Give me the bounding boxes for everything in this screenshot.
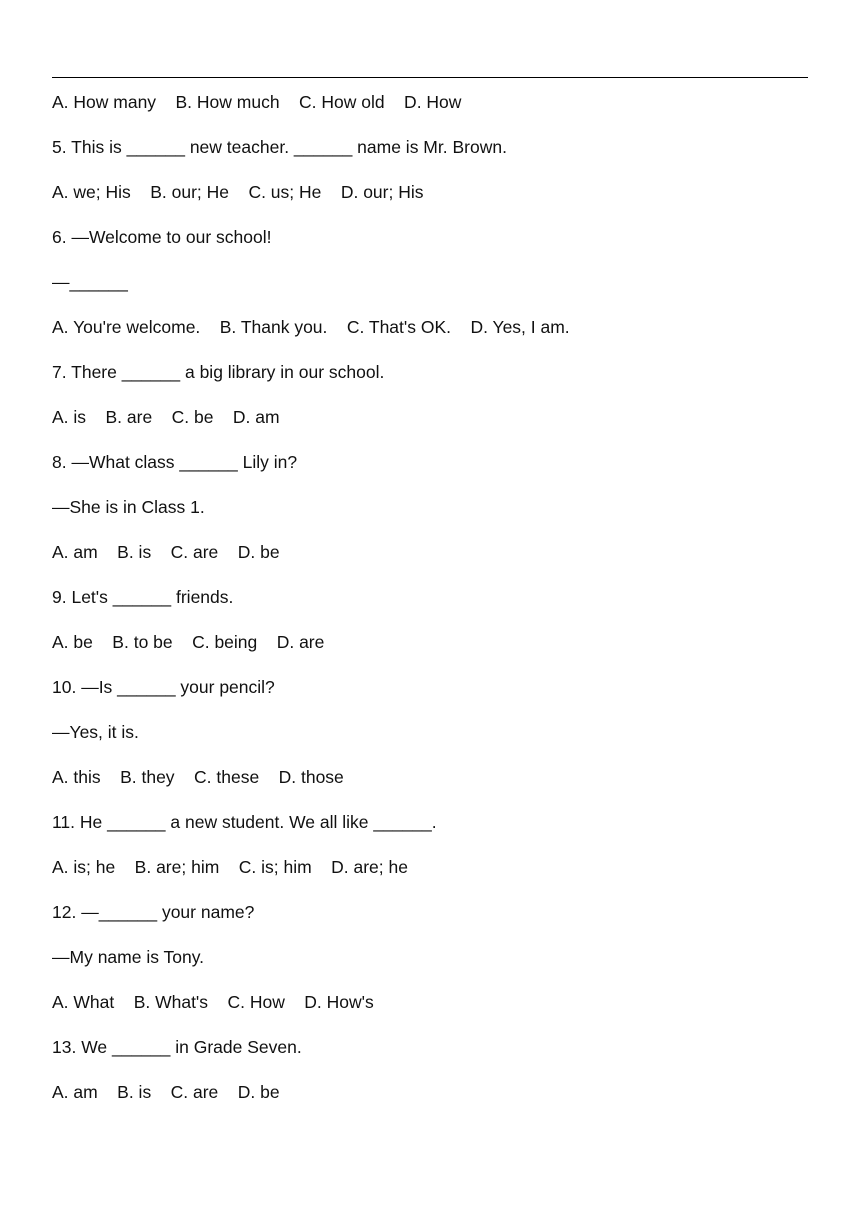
options-line-q5: A. we; His B. our; He C. us; He D. our; His (52, 182, 424, 202)
options-line-q12: A. What B. What's C. How D. How's (52, 992, 374, 1012)
header-rule (52, 77, 808, 78)
question-11: 11. He ______ a new student. We all like ______. (52, 812, 437, 832)
question-9: 9. Let's ______ friends. (52, 587, 234, 607)
question-8: 8. —What class ______ Lily in? (52, 452, 298, 472)
options-line-q4: A. How many B. How much C. How old D. How (52, 92, 462, 112)
question-6-reply: —______ (52, 272, 128, 292)
question-8-reply: —She is in Class 1. (52, 497, 205, 517)
options-line-q10: A. this B. they C. these D. those (52, 767, 344, 787)
question-7: 7. There ______ a big library in our school. (52, 362, 385, 382)
document-body (52, 88, 808, 1123)
options-line-q11: A. is; he B. are; him C. is; him D. are; he (52, 857, 408, 877)
question-12: 12. —______ your name? (52, 902, 255, 922)
question-10-reply: —Yes, it is. (52, 722, 139, 742)
question-12-reply: —My name is Tony. (52, 947, 205, 967)
options-line-q8: A. am B. is C. are D. be (52, 542, 280, 562)
options-line-q13: A. am B. is C. are D. be (52, 1082, 280, 1102)
question-5: 5. This is ______ new teacher. ______ name is Mr. Brown. (52, 137, 507, 157)
options-line-q7: A. is B. are C. be D. am (52, 407, 280, 427)
question-10: 10. —Is ______ your pencil? (52, 677, 275, 697)
options-line-q6: A. You're welcome. B. Thank you. C. That's OK. D. Yes, I am. (52, 317, 570, 337)
options-line-q9: A. be B. to be C. being D. are (52, 632, 325, 652)
question-6: 6. —Welcome to our school! (52, 227, 272, 247)
question-13: 13. We ______ in Grade Seven. (52, 1037, 302, 1057)
